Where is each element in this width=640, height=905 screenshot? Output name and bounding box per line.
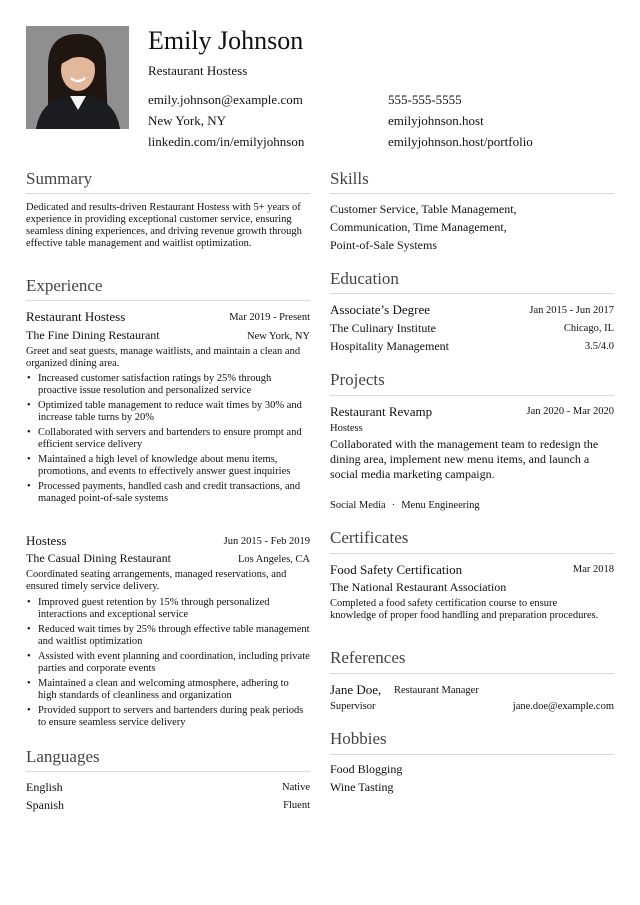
job-bullet: • Maintained a clean and welcoming atmosphere, adhering to high standards of cleanliness and organization (38, 678, 310, 702)
job-bullet-list (26, 597, 310, 732)
certificate-description: Completed a food safety certification course to ensure knowledge of proper food handling and preparation procedures. (330, 598, 599, 621)
job-bullet: • Provided support to servers and bartenders during peak periods to ensure seamless service delivery (38, 705, 310, 729)
education-heading: Education (330, 269, 399, 288)
languages-heading: Languages (26, 747, 100, 766)
skills-heading: Skills (330, 169, 369, 188)
projects-heading: Projects (330, 370, 385, 389)
job-company: The Fine Dining Restaurant (26, 328, 160, 342)
reference-relation: Supervisor (330, 701, 376, 712)
skills-divider (330, 193, 614, 194)
job-company: The Casual Dining Restaurant (26, 551, 171, 565)
job-description: Coordinated seating arrangements, managed reservations, and ensured timely service delivery. (26, 569, 287, 592)
skills-line: Point-of-Sale Systems (330, 238, 437, 252)
school-name: The Culinary Institute (330, 321, 436, 335)
job-title: Restaurant Hostess (26, 309, 126, 324)
job-title: Hostess (26, 533, 67, 548)
job-bullet: • Optimized table management to reduce wait times by 30% and increase table turns by 20% (38, 400, 310, 424)
project-name: Restaurant Revamp (330, 404, 433, 419)
job-bullet: • Assisted with event planning and coordination, including private parties and corporate events (38, 651, 310, 675)
skills-line: Customer Service, Table Management, (330, 202, 517, 216)
degree-title: Associate’s Degree (330, 302, 430, 317)
language-level: Fluent (283, 800, 310, 811)
job-bullet: • Improved guest retention by 15% through personalized interactions and exceptional service (38, 597, 310, 621)
reference-name: Jane Doe, (330, 682, 382, 697)
job-location: New York, NY (246, 331, 310, 342)
job-location: Los Angeles, CA (237, 554, 310, 565)
project-dates: Jan 2020 - Mar 2020 (526, 406, 614, 417)
candidate-title: Restaurant Hostess (148, 63, 248, 78)
job-bullet: • Increased customer satisfaction ratings by 25% through proactive issue resolution and personalized service (38, 373, 310, 397)
hobbies-heading: Hobbies (330, 729, 387, 748)
experience-divider (26, 300, 310, 301)
references-heading: References (330, 648, 406, 667)
project-role: Hostess (330, 423, 363, 434)
candidate-name: Emily Johnson (148, 26, 304, 55)
language-name: English (26, 780, 63, 794)
job-bullet: • Maintained a high level of knowledge about menu items, promotions, and events to effectively answer guest inquiries (38, 454, 310, 478)
education-divider (330, 293, 614, 294)
hobbies-divider (330, 754, 614, 755)
job-bullet: • Collaborated with servers and bartenders to ensure prompt and efficient service delivery (38, 427, 310, 451)
portfolio-link[interactable]: emilyjohnson.host/portfolio (388, 134, 533, 149)
tag-separator: · (391, 500, 396, 511)
skills-line: Communication, Time Management, (330, 220, 507, 234)
project-tags (330, 499, 480, 512)
summary-text: Dedicated and results-driven Restaurant Hostess with 5+ years of experience in providing exceptional customer service, ensuring seamless dining experiences, and driving revenue growth through effective table management and waitlist optimization. (26, 202, 302, 249)
references-divider (330, 673, 614, 674)
languages-divider (26, 771, 310, 772)
certificates-divider (330, 553, 614, 554)
language-level: Native (282, 782, 310, 793)
project-tag: Social Media (330, 500, 386, 511)
hobby-item: Wine Tasting (330, 780, 394, 794)
summary-divider (26, 193, 310, 194)
experience-heading: Experience (26, 276, 103, 295)
profile-photo (26, 26, 129, 129)
projects-divider (330, 395, 614, 396)
reference-role: Restaurant Manager (394, 685, 479, 696)
school-location: Chicago, IL (563, 323, 614, 334)
reference-email[interactable]: jane.doe@example.com (512, 701, 614, 712)
education-dates: Jan 2015 - Jun 2017 (529, 305, 614, 316)
phone-text: 555-555-5555 (388, 92, 462, 107)
job-dates: Jun 2015 - Feb 2019 (223, 536, 310, 547)
certificate-date: Mar 2018 (572, 564, 614, 575)
language-name: Spanish (26, 798, 65, 812)
job-bullet: • Reduced wait times by 25% through effective table management and waitlist optimization (38, 624, 310, 648)
job-dates: Mar 2019 - Present (229, 312, 310, 323)
summary-heading: Summary (26, 169, 93, 188)
project-description: Collaborated with the management team to redesign the dining area, implement new menu items, and launch a social media marketing campaign. (330, 437, 599, 481)
linkedin-link[interactable]: linkedin.com/in/emilyjohnson (148, 134, 305, 149)
job-bullet-list (26, 373, 310, 508)
job-bullet: • Processed payments, handled cash and credit transactions, and managed point-of-sale systems (38, 481, 310, 505)
certificate-issuer: The National Restaurant Association (330, 580, 507, 594)
job-description: Greet and seat guests, manage waitlists, and maintain a clean and organized dining area. (26, 346, 301, 369)
certificate-name: Food Safety Certification (330, 562, 463, 577)
hobby-item: Food Blogging (330, 762, 403, 776)
education-gpa: 3.5/4.0 (584, 341, 614, 352)
project-tag: Menu Engineering (401, 500, 480, 511)
website-link[interactable]: emilyjohnson.host (388, 113, 484, 128)
email-link[interactable]: emily.johnson@example.com (148, 92, 303, 107)
certificates-heading: Certificates (330, 528, 409, 547)
education-field: Hospitality Management (330, 339, 449, 353)
location-text: New York, NY (148, 113, 227, 128)
